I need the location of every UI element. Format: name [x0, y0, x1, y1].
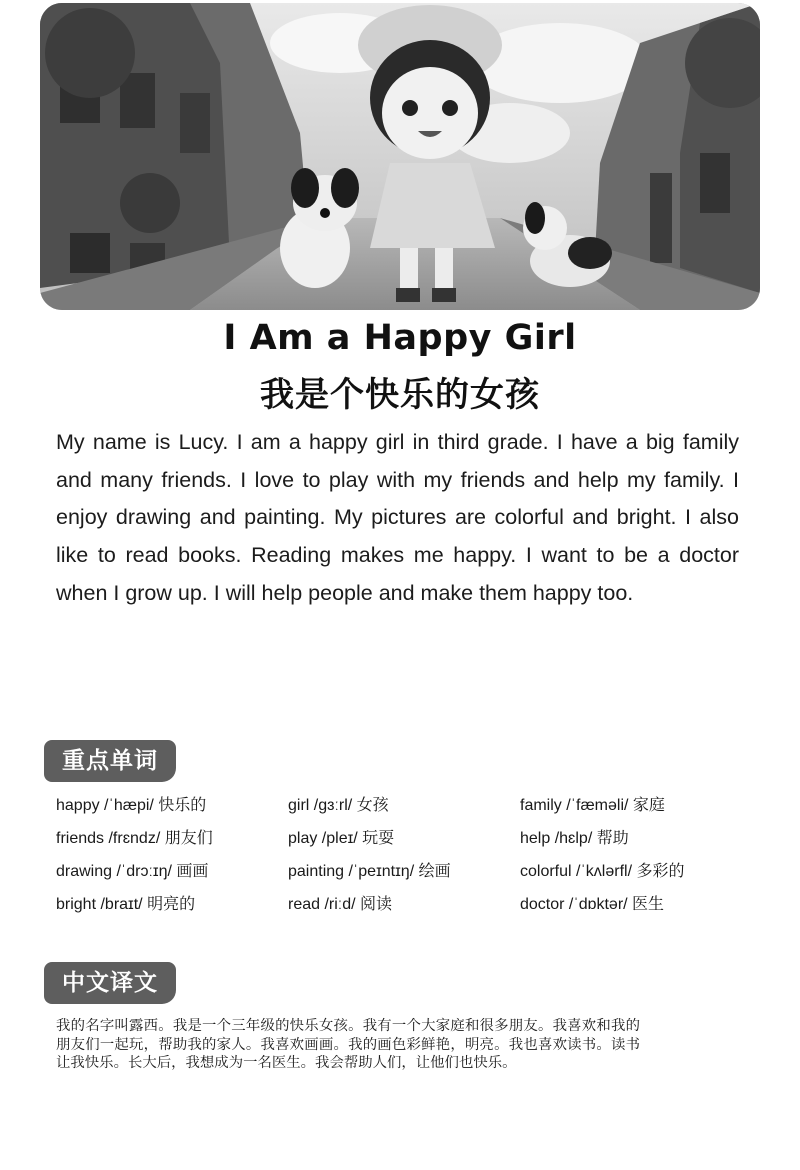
translation-paragraph: 我的名字叫露西。我是一个三年级的快乐女孩。我有一个大家庭和很多朋友。我喜欢和我的朋友们一起玩，帮助我的家人。我喜欢画画。我的画色彩鲜艳，明亮。我也喜欢读书。读书让我快乐。长大后，我想成为一名医生。我会帮助人们，让他们也快乐。 — [56, 1018, 640, 1071]
vocab-item: help /hɛlp/ 帮助 — [520, 830, 629, 847]
vocab-item: read /riːd/ 阅读 — [288, 896, 393, 913]
title-english: I Am a Happy Girl — [223, 318, 577, 358]
story-paragraph: My name is Lucy. I am a happy girl in third grade. I have a big family and many friends. I love to play with my friends and help my family. I enjoy drawing and painting. My pictures are colorful and bright. I also like to read books. Reading makes me happy. I want to be a doctor when I grow up. I will help people and make them happy too. — [56, 430, 739, 605]
vocab-item: colorful /ˈkʌlərfl/ 多彩的 — [520, 863, 685, 880]
vocab-item: girl /ɡɜːrl/ 女孩 — [288, 797, 389, 814]
vocab-item: family /ˈfæməli/ 家庭 — [520, 797, 665, 814]
vocab-item: drawing /ˈdrɔːɪŋ/ 画画 — [56, 863, 209, 880]
vocab-grid — [56, 795, 756, 916]
street-scene-image — [40, 3, 760, 310]
vocab-item: play /pleɪ/ 玩耍 — [288, 830, 395, 847]
title-chinese: 我是个快乐的女孩 — [260, 375, 540, 415]
hero-illustration — [40, 3, 760, 310]
translation-section-label: 中文译文 — [44, 962, 176, 1004]
vocab-item: happy /ˈhæpi/ 快乐的 — [56, 797, 207, 814]
vocab-item: doctor /ˈdɒktər/ 医生 — [520, 896, 665, 913]
vocab-item: friends /frɛndz/ 朋友们 — [56, 830, 213, 847]
vocab-item: bright /braɪt/ 明亮的 — [56, 896, 196, 913]
vocab-section-label: 重点单词 — [44, 740, 176, 782]
vocab-item: painting /ˈpeɪntɪŋ/ 绘画 — [288, 863, 451, 880]
